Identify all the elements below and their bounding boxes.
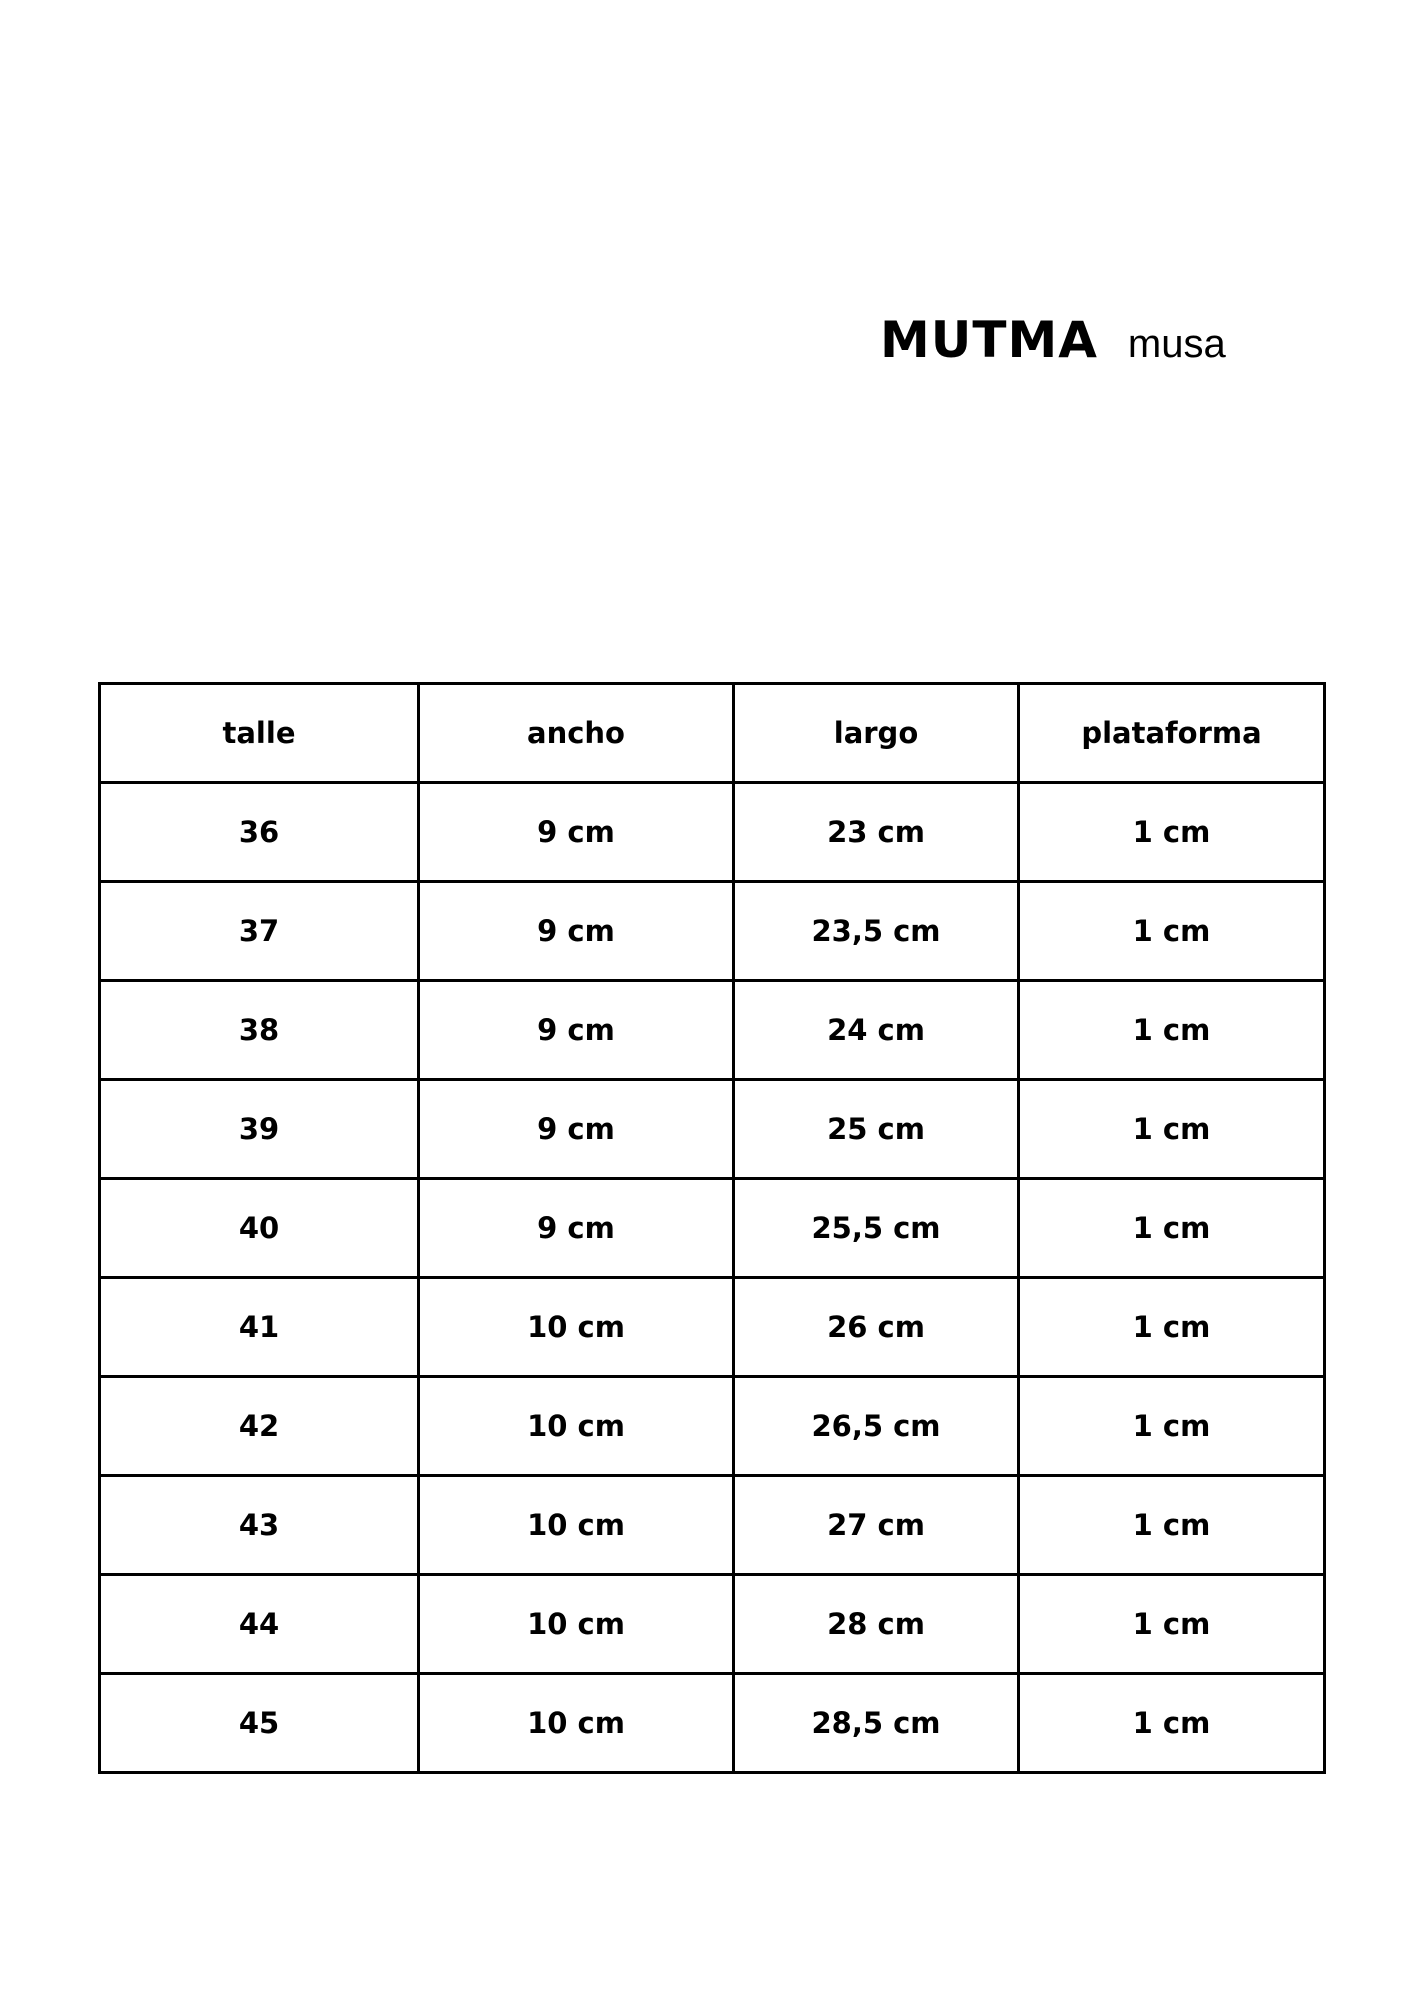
- cell-ancho: 9 cm: [419, 882, 734, 981]
- table-row: [100, 1674, 1325, 1773]
- table-row: [100, 783, 1325, 882]
- cell-largo: 23,5 cm: [734, 882, 1019, 981]
- cell-ancho: 9 cm: [419, 1179, 734, 1278]
- cell-ancho: 10 cm: [419, 1377, 734, 1476]
- cell-plataforma: 1 cm: [1019, 1674, 1325, 1773]
- table-row: [100, 1080, 1325, 1179]
- cell-plataforma: 1 cm: [1019, 882, 1325, 981]
- cell-plataforma: 1 cm: [1019, 1278, 1325, 1377]
- column-header-ancho: ancho: [419, 684, 734, 783]
- cell-largo: 26 cm: [734, 1278, 1019, 1377]
- table-row: [100, 981, 1325, 1080]
- cell-ancho: 10 cm: [419, 1575, 734, 1674]
- size-chart: [98, 682, 1323, 1774]
- cell-talle: 39: [100, 1080, 419, 1179]
- cell-largo: 25,5 cm: [734, 1179, 1019, 1278]
- cell-largo: 24 cm: [734, 981, 1019, 1080]
- cell-talle: 42: [100, 1377, 419, 1476]
- table-header-row: [100, 684, 1325, 783]
- model-name: musa: [1127, 322, 1226, 366]
- table-row: [100, 1278, 1325, 1377]
- cell-talle: 43: [100, 1476, 419, 1575]
- cell-talle: 40: [100, 1179, 419, 1278]
- column-header-plataforma: plataforma: [1019, 684, 1325, 783]
- brand-name: MUTMA: [880, 311, 1098, 369]
- cell-talle: 36: [100, 783, 419, 882]
- cell-talle: 41: [100, 1278, 419, 1377]
- cell-ancho: 9 cm: [419, 981, 734, 1080]
- cell-talle: 38: [100, 981, 419, 1080]
- table-row: [100, 1377, 1325, 1476]
- cell-plataforma: 1 cm: [1019, 981, 1325, 1080]
- page-title: [880, 311, 1226, 377]
- cell-plataforma: 1 cm: [1019, 1179, 1325, 1278]
- cell-largo: 23 cm: [734, 783, 1019, 882]
- column-header-talle: talle: [100, 684, 419, 783]
- cell-plataforma: 1 cm: [1019, 1377, 1325, 1476]
- cell-plataforma: 1 cm: [1019, 1476, 1325, 1575]
- cell-ancho: 10 cm: [419, 1476, 734, 1575]
- cell-talle: 45: [100, 1674, 419, 1773]
- table-row: [100, 1476, 1325, 1575]
- cell-plataforma: 1 cm: [1019, 783, 1325, 882]
- table-row: [100, 882, 1325, 981]
- cell-ancho: 10 cm: [419, 1674, 734, 1773]
- cell-largo: 28 cm: [734, 1575, 1019, 1674]
- cell-ancho: 10 cm: [419, 1278, 734, 1377]
- cell-largo: 26,5 cm: [734, 1377, 1019, 1476]
- table-row: [100, 1575, 1325, 1674]
- cell-ancho: 9 cm: [419, 783, 734, 882]
- cell-largo: 27 cm: [734, 1476, 1019, 1575]
- cell-largo: 28,5 cm: [734, 1674, 1019, 1773]
- size-table: [98, 682, 1326, 1774]
- cell-ancho: 9 cm: [419, 1080, 734, 1179]
- cell-plataforma: 1 cm: [1019, 1575, 1325, 1674]
- cell-talle: 44: [100, 1575, 419, 1674]
- cell-plataforma: 1 cm: [1019, 1080, 1325, 1179]
- table-row: [100, 1179, 1325, 1278]
- cell-talle: 37: [100, 882, 419, 981]
- column-header-largo: largo: [734, 684, 1019, 783]
- cell-largo: 25 cm: [734, 1080, 1019, 1179]
